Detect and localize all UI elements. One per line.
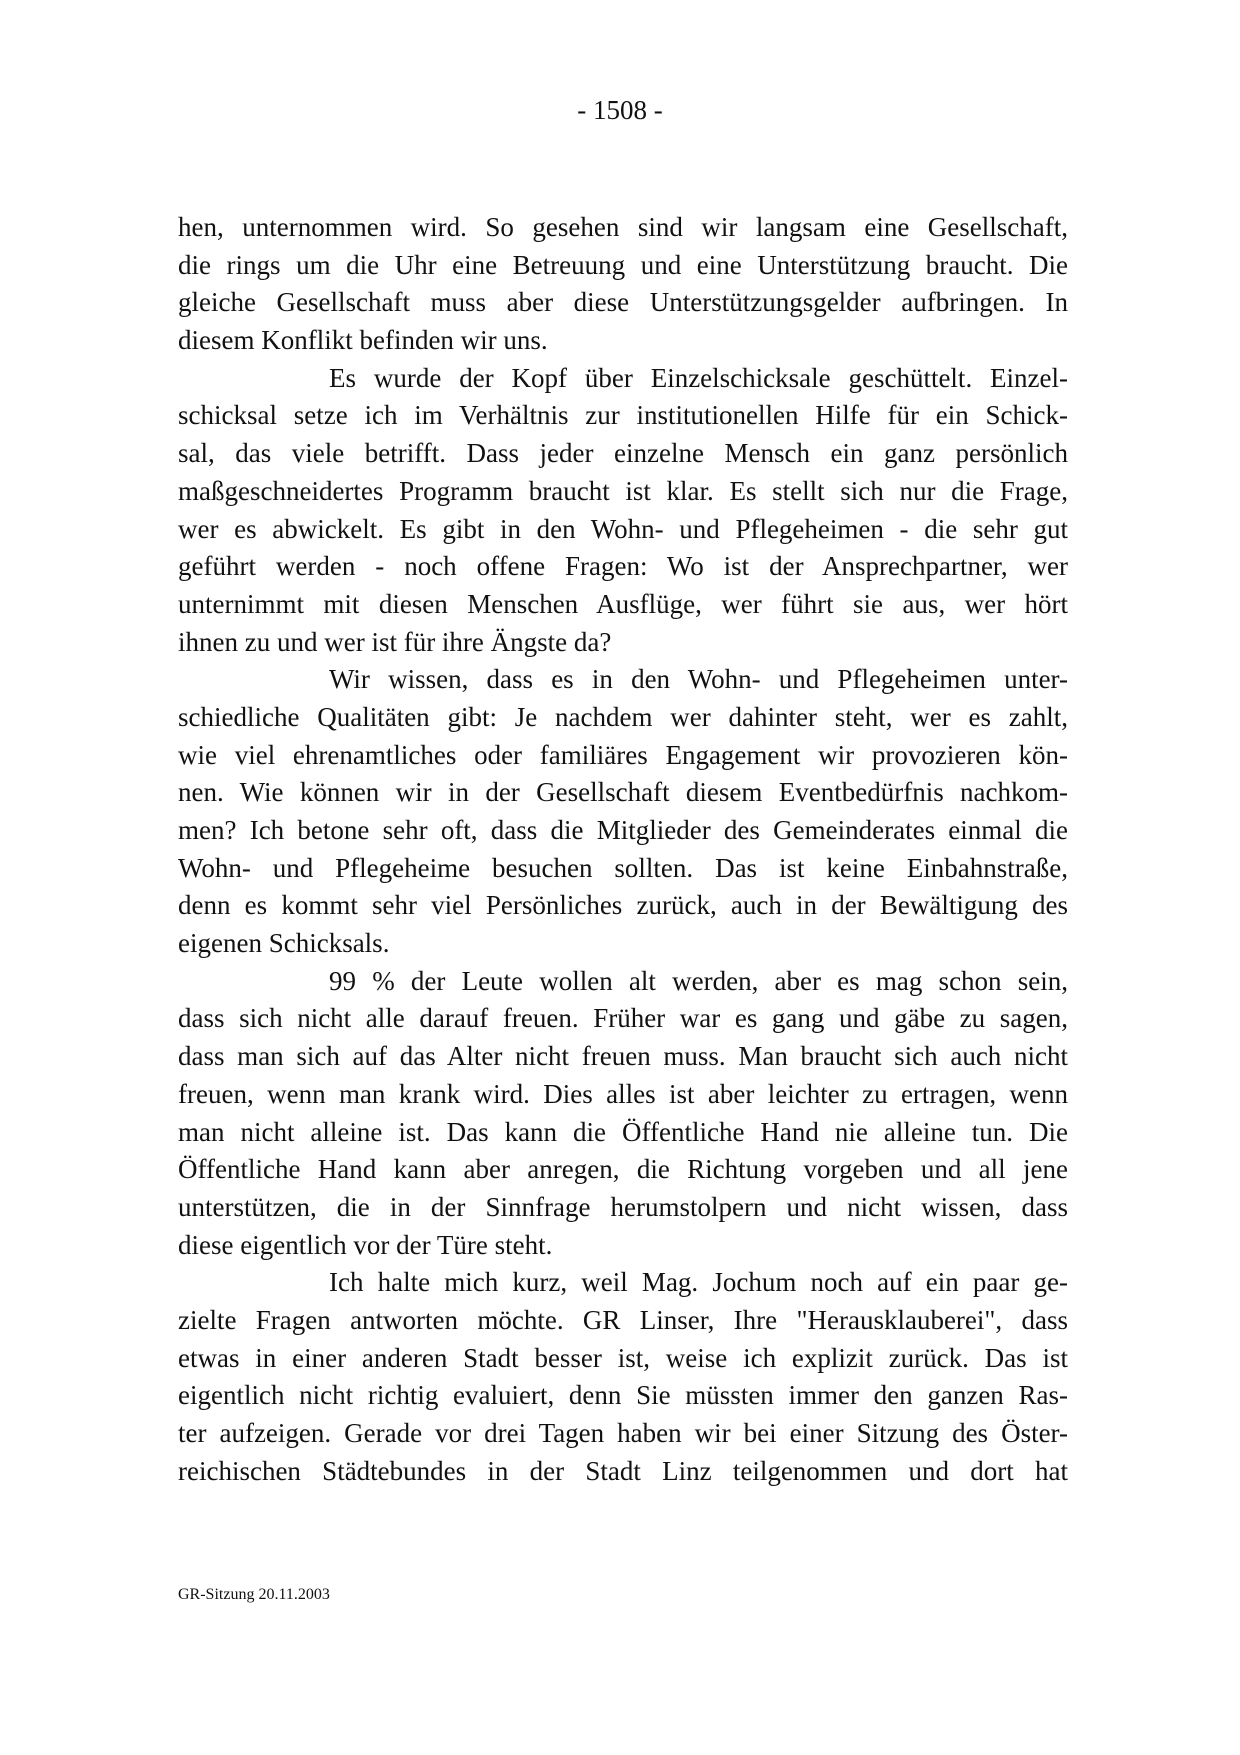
text-line: schiedliche Qualitäten gibt: Je nachdem wer dahinter steht, wer es zahlt, bbox=[178, 701, 1068, 732]
text-line: die rings um die Uhr eine Betreuung und eine Unterstützung braucht. Die bbox=[178, 249, 1068, 280]
text-line: reichischen Städtebundes in der Stadt Linz teilgenommen und dort hat bbox=[178, 1455, 1068, 1486]
text-line: dass sich nicht alle darauf freuen. Früher war es gang und gäbe zu sagen, bbox=[178, 1003, 1068, 1034]
paragraph-first-line: Wir wissen, dass es in den Wohn- und Pflegeheimen unter- bbox=[329, 664, 1068, 695]
text-line: etwas in einer anderen Stadt besser ist, weise ich explizit zurück. Das ist bbox=[178, 1342, 1068, 1373]
footer-session-date: GR-Sitzung 20.11.2003 bbox=[178, 1586, 330, 1603]
text-line: wer es abwickelt. Es gibt in den Wohn- und Pflegeheimen - die sehr gut bbox=[178, 513, 1068, 544]
text-line: eigenen Schicksals. bbox=[178, 928, 390, 959]
paragraph-first-line: Es wurde der Kopf über Einzelschicksale geschüttelt. Einzel- bbox=[329, 362, 1068, 393]
text-line: diese eigentlich vor der Türe steht. bbox=[178, 1229, 553, 1260]
paragraph-first-line: Ich halte mich kurz, weil Mag. Jochum noch auf ein paar ge- bbox=[329, 1267, 1068, 1298]
text-line: man nicht alleine ist. Das kann die Öffentliche Hand nie alleine tun. Die bbox=[178, 1116, 1068, 1147]
text-line: gleiche Gesellschaft muss aber diese Unterstützungsgelder aufbringen. In bbox=[178, 287, 1068, 318]
text-line: denn es kommt sehr viel Persönliches zurück, auch in der Bewältigung des bbox=[178, 890, 1068, 921]
text-line: zielte Fragen antworten möchte. GR Linser, Ihre "Herausklauberei", dass bbox=[178, 1304, 1068, 1335]
text-line: unterstützen, die in der Sinnfrage herumstolpern und nicht wissen, dass bbox=[178, 1191, 1068, 1222]
text-line: hen, unternommen wird. So gesehen sind wir langsam eine Gesellschaft, bbox=[178, 212, 1068, 242]
text-line: ihnen zu und wer ist für ihre Ängste da? bbox=[178, 626, 612, 657]
text-line: Wohn- und Pflegeheime besuchen sollten. Das ist keine Einbahnstraße, bbox=[178, 852, 1068, 883]
text-line: diesem Konflikt befinden wir uns. bbox=[178, 325, 548, 356]
paragraph-first-line: 99 % der Leute wollen alt werden, aber es mag schon sein, bbox=[329, 965, 1068, 996]
text-line: unternimmt mit diesen Menschen Ausflüge, wer führt sie aus, wer hört bbox=[178, 588, 1068, 619]
text-line: men? Ich betone sehr oft, dass die Mitglieder des Gemeinderates einmal die bbox=[178, 815, 1068, 845]
text-line: Öffentliche Hand kann aber anregen, die Richtung vorgeben und all jene bbox=[178, 1154, 1068, 1185]
text-line: wie viel ehrenamtliches oder familiäres Engagement wir provozieren kön- bbox=[178, 739, 1068, 770]
text-line: geführt werden - noch offene Fragen: Wo ist der Ansprechpartner, wer bbox=[178, 551, 1068, 582]
text-line: eigentlich nicht richtig evaluiert, denn Sie müssten immer den ganzen Ras- bbox=[178, 1380, 1068, 1411]
body-text bbox=[178, 209, 1068, 1490]
text-line: schicksal setze ich im Verhältnis zur institutionellen Hilfe für ein Schick- bbox=[178, 400, 1068, 431]
text-line: ter aufzeigen. Gerade vor drei Tagen haben wir bei einer Sitzung des Öster- bbox=[178, 1418, 1068, 1448]
text-line: sal, das viele betrifft. Dass jeder einzelne Mensch ein ganz persönlich bbox=[178, 438, 1068, 469]
text-line: nen. Wie können wir in der Gesellschaft diesem Eventbedürfnis nachkom- bbox=[178, 777, 1068, 808]
text-line: dass man sich auf das Alter nicht freuen muss. Man braucht sich auch nicht bbox=[178, 1041, 1068, 1072]
text-line: maßgeschneidertes Programm braucht ist klar. Es stellt sich nur die Frage, bbox=[178, 475, 1068, 506]
text-line: freuen, wenn man krank wird. Dies alles ist aber leichter zu ertragen, wenn bbox=[178, 1078, 1068, 1109]
page-number: - 1508 - bbox=[577, 95, 663, 125]
